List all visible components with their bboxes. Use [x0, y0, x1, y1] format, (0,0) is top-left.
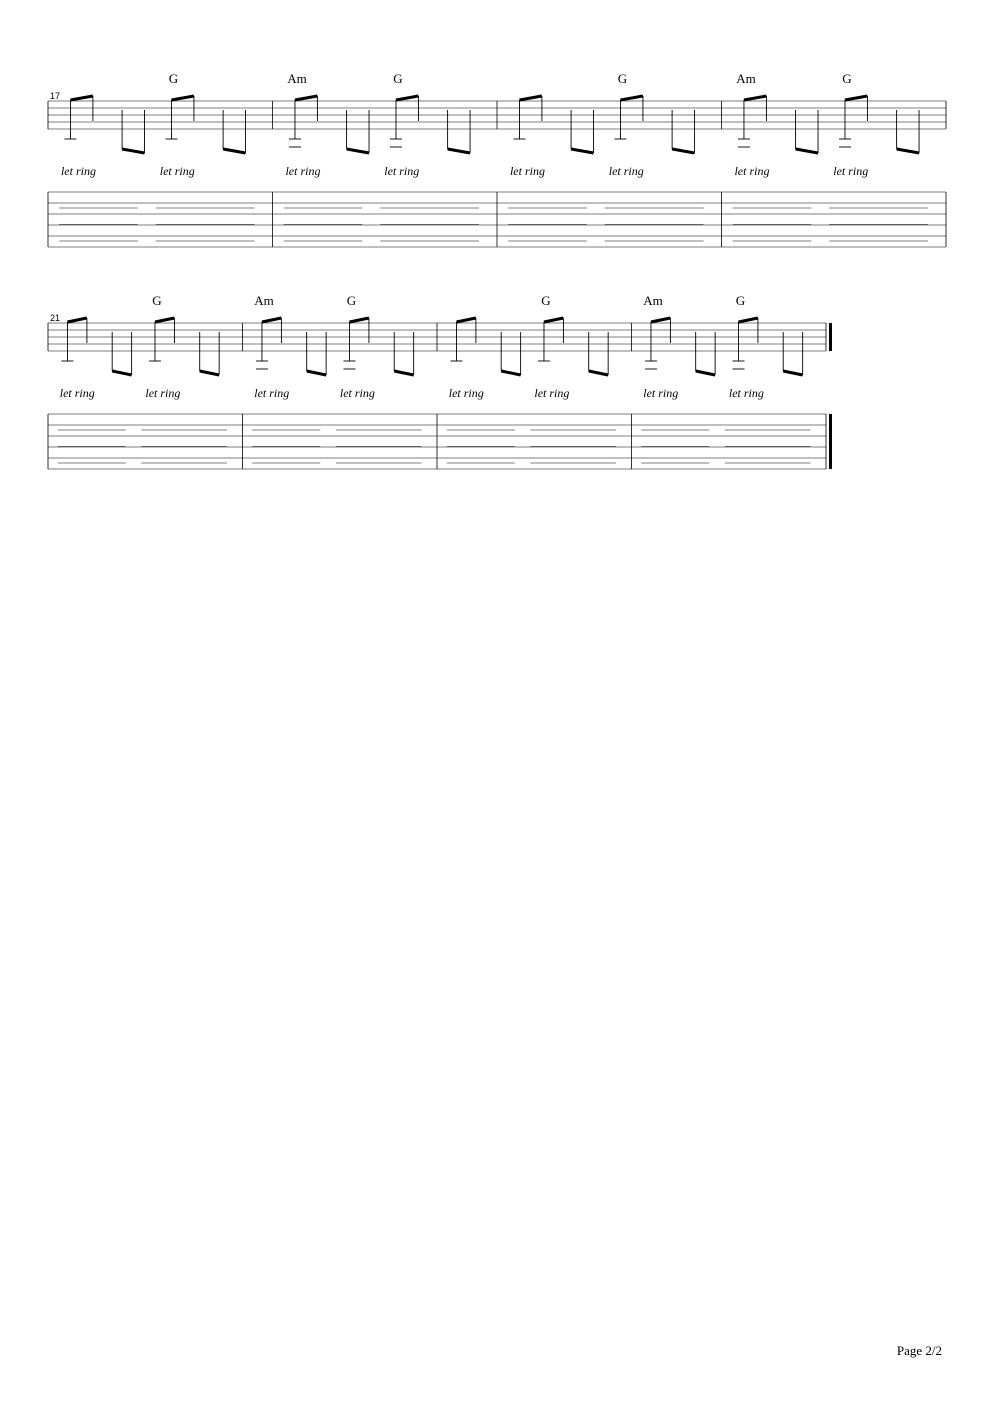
beam: [122, 149, 144, 153]
beam: [544, 318, 563, 322]
beam: [738, 318, 757, 322]
let-ring-annotation: let ring: [608, 164, 644, 178]
beam: [456, 318, 475, 322]
measure-4: [733, 71, 928, 241]
beam: [295, 96, 317, 100]
chord-symbol: Am: [254, 293, 274, 308]
system-2: [48, 293, 832, 469]
let-ring-annotation: let ring: [734, 164, 770, 178]
beam: [155, 318, 174, 322]
beam: [783, 371, 802, 375]
beam: [672, 149, 694, 153]
beam: [396, 96, 418, 100]
chord-symbol: Am: [643, 293, 663, 308]
measure-3: [447, 293, 616, 463]
measure-number: 17: [50, 91, 61, 101]
chord-symbol: G: [735, 293, 746, 308]
beam: [744, 96, 766, 100]
beam: [349, 318, 368, 322]
system-1: [48, 71, 946, 247]
let-ring-annotation: let ring: [59, 386, 95, 400]
beam: [112, 371, 131, 375]
page-number: Page 2/2: [896, 1343, 942, 1358]
chord-symbol: G: [541, 293, 551, 308]
final-barline: [829, 414, 832, 469]
beam: [589, 371, 608, 375]
measure-3: [508, 71, 703, 241]
beam: [200, 371, 219, 375]
beam: [262, 318, 281, 322]
let-ring-annotation: let ring: [448, 386, 484, 400]
beam: [394, 371, 413, 375]
beam: [171, 96, 193, 100]
let-ring-annotation: let ring: [384, 164, 420, 178]
chord-symbol: G: [346, 293, 357, 308]
chord-symbol: G: [168, 71, 179, 86]
beam: [307, 371, 326, 375]
chord-symbol: G: [152, 293, 162, 308]
let-ring-annotation: let ring: [60, 164, 96, 178]
beam: [897, 149, 919, 153]
let-ring-annotation: let ring: [285, 164, 321, 178]
let-ring-annotation: let ring: [534, 386, 570, 400]
beam: [70, 96, 92, 100]
let-ring-annotation: let ring: [833, 164, 869, 178]
chord-symbol: Am: [736, 71, 756, 86]
beam: [223, 149, 245, 153]
beam: [501, 371, 520, 375]
beam: [796, 149, 818, 153]
let-ring-annotation: let ring: [254, 386, 290, 400]
measure-number: 21: [50, 313, 61, 323]
beam: [347, 149, 369, 153]
let-ring-annotation: let ring: [159, 164, 195, 178]
final-barline: [829, 323, 832, 351]
let-ring-annotation: let ring: [509, 164, 545, 178]
measure-2: [284, 71, 479, 241]
let-ring-annotation: let ring: [339, 386, 375, 400]
beam: [571, 149, 593, 153]
beam: [448, 149, 470, 153]
measure-2: [252, 293, 421, 463]
beam: [519, 96, 541, 100]
measure-4: [641, 293, 810, 463]
chord-symbol: Am: [287, 71, 307, 86]
let-ring-annotation: let ring: [145, 386, 181, 400]
beam: [67, 318, 86, 322]
beam: [845, 96, 867, 100]
chord-symbol: G: [393, 71, 403, 86]
beam: [620, 96, 642, 100]
measure-1: [59, 71, 254, 241]
chord-symbol: G: [842, 71, 852, 86]
let-ring-annotation: let ring: [643, 386, 679, 400]
chord-symbol: G: [617, 71, 628, 86]
beam: [696, 371, 715, 375]
beam: [651, 318, 670, 322]
measure-1: [58, 293, 227, 463]
let-ring-annotation: let ring: [728, 386, 764, 400]
